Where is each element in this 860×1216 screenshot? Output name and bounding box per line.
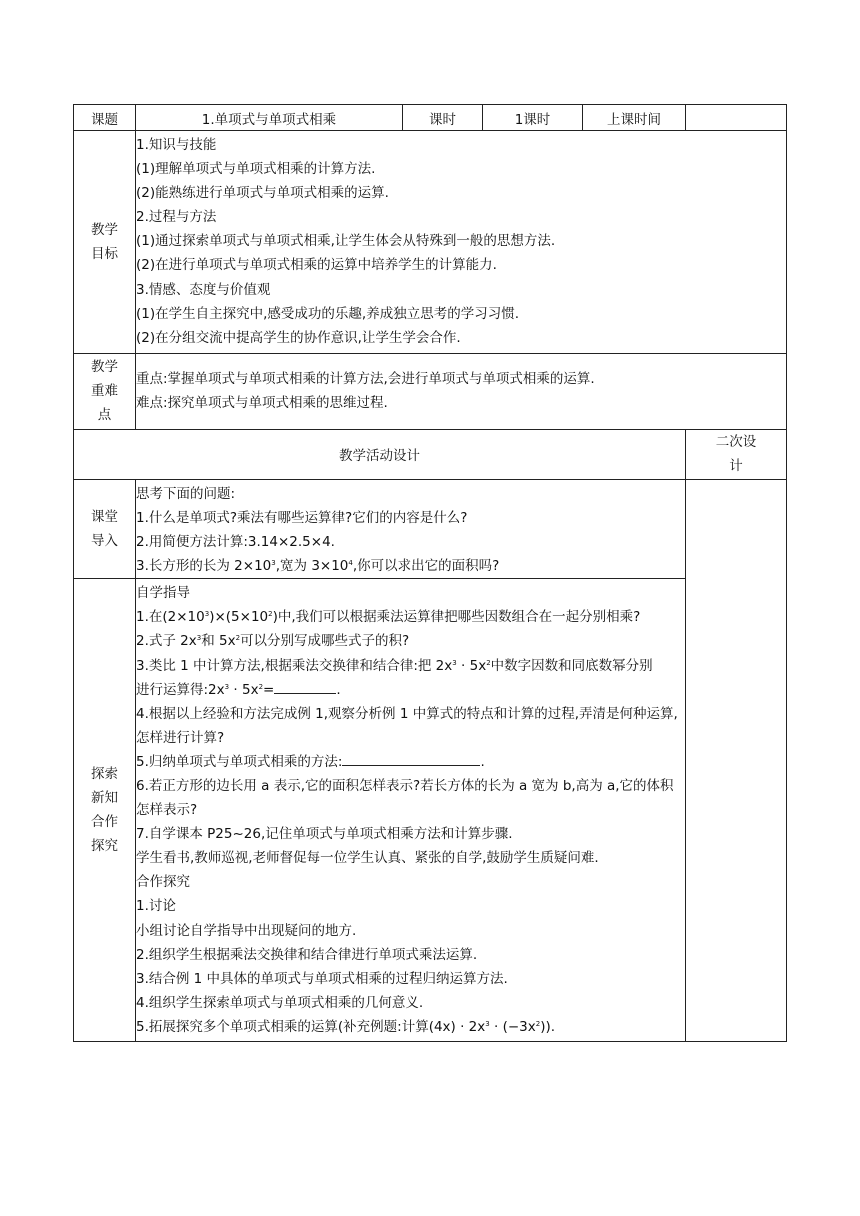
hours-label: 课时 <box>403 105 483 131</box>
objective-line: 1.知识与技能 <box>136 137 217 153</box>
intro-content <box>136 479 686 578</box>
self-study-title: 自学指导 <box>136 585 190 602</box>
objective-line: 2.过程与方法 <box>136 209 217 226</box>
intro-line: 1.什么是单项式?乘法有哪些运算律?它们的内容是什么? <box>136 509 468 526</box>
objective-line: (2)能熟练进行单项式与单项式相乘的运算. <box>136 185 389 202</box>
difficult-point-line: 难点:探究单项式与单项式相乘的思维过程. <box>136 395 388 412</box>
intro-row <box>74 479 787 578</box>
topic-label: 课题 <box>74 105 136 131</box>
cooperation-item: 3.结合例 1 中具体的单项式与单项式相乘的过程归纳运算方法. <box>136 970 508 987</box>
lesson-plan-table <box>73 104 787 1042</box>
activity-header-row <box>74 429 787 479</box>
objective-line: 3.情感、态度与价值观 <box>136 281 271 298</box>
objective-line: (1)通过探索单项式与单项式相乘,让学生体会从特殊到一般的思想方法. <box>136 233 556 250</box>
key-point-line: 重点:掌握单项式与单项式相乘的计算方法,会进行单项式与单项式相乘的运算. <box>136 371 595 388</box>
cooperation-item: 小组讨论自学指导中出现疑问的地方. <box>136 922 357 939</box>
intro-label: 课堂导入 <box>74 479 136 578</box>
objectives-row <box>74 131 787 354</box>
answer-blank <box>342 751 480 766</box>
intro-line: 思考下面的问题: <box>136 485 236 502</box>
cooperation-item: 5.拓展探究多个单项式相乘的运算(补充例题:计算$(4x) \cdot 2x^3 \cdot (-3x^2)$). <box>136 1018 556 1035</box>
guide-question: 6.若正方形的边长用 a 表示,它的面积怎样表示?若长方体的长为 a 宽为 b,高为 a,它的体积怎样表示? <box>136 777 674 819</box>
teacher-note: 学生看书,教师巡视,老师督促每一位学生认真、紧张的自学,鼓励学生质疑问难. <box>136 850 599 867</box>
cooperation-title: 合作探究 <box>136 874 190 891</box>
objective-line: (2)在进行单项式与单项式相乘的运算中培养学生的计算能力. <box>136 257 497 274</box>
explore-label: 探索新知合作探究 <box>74 579 136 1042</box>
header-row <box>74 105 787 131</box>
guide-question: 5.归纳单项式与单项式相乘的方法: . <box>136 750 685 774</box>
class-time-value <box>686 105 787 131</box>
class-time-label: 上课时间 <box>583 105 686 131</box>
guide-question: 1.在$(2\times 10^3)\times(5\times 10^2)$中,我们可以根据乘法运算律把哪些因数组合在一起分别相乘? <box>136 609 641 626</box>
guide-question: 7.自学课本 P25~26,记住单项式与单项式相乘方法和计算步骤. <box>136 826 513 843</box>
activity-design-title: 教学活动设计 <box>74 429 686 479</box>
guide-question: 3.类比 1 中计算方法,根据乘法交换律和结合律:把 $2x^3 \cdot 5x^2$中数字因数和同底数幂分别 <box>136 657 653 674</box>
explore-row <box>74 579 787 1042</box>
intro-line: 2.用简便方法计算:3.14×2.5×4. <box>136 534 335 551</box>
guide-question: 2.式子 $2x^3$和 $5x^2$可以分别写成哪些式子的积? <box>136 633 410 650</box>
cooperation-item: 2.组织学生根据乘法交换律和结合律进行单项式乘法运算. <box>136 946 478 963</box>
second-design-column <box>686 479 787 1041</box>
objective-line: (2)在分组交流中提高学生的协作意识,让学生学会合作. <box>136 329 461 346</box>
topic-value: 1.单项式与单项式相乘 <box>136 105 403 131</box>
objectives-label: 教学目标 <box>74 131 136 354</box>
second-design-label: 二次设计 <box>686 429 787 479</box>
key-points-label: 教学重难点 <box>74 353 136 429</box>
objectives-content <box>136 131 787 354</box>
hours-value: 1课时 <box>483 105 583 131</box>
objective-line: (1)理解单项式与单项式相乘的计算方法. <box>136 161 376 178</box>
objective-line: (1)在学生自主探究中,感受成功的乐趣,养成独立思考的学习习惯. <box>136 305 519 322</box>
key-points-content <box>136 353 787 429</box>
guide-question: 4.根据以上经验和方法完成例 1,观察分析例 1 中算式的特点和计算的过程,弄清是何种运算,怎样进行计算? <box>136 705 678 746</box>
cooperation-item: 4.组织学生探索单项式与单项式相乘的几何意义. <box>136 994 424 1011</box>
explore-content <box>136 579 686 1042</box>
key-points-row <box>74 353 787 429</box>
intro-line: 3.长方形的长为 $2\times 10^3$,宽为 $3\times 10^4$,你可以求出它的面积吗? <box>136 558 500 575</box>
answer-blank <box>274 679 336 694</box>
cooperation-item: 1.讨论 <box>136 898 176 915</box>
guide-question: 进行运算得$:2x^3 \cdot 5x^2=$ . <box>136 678 685 702</box>
